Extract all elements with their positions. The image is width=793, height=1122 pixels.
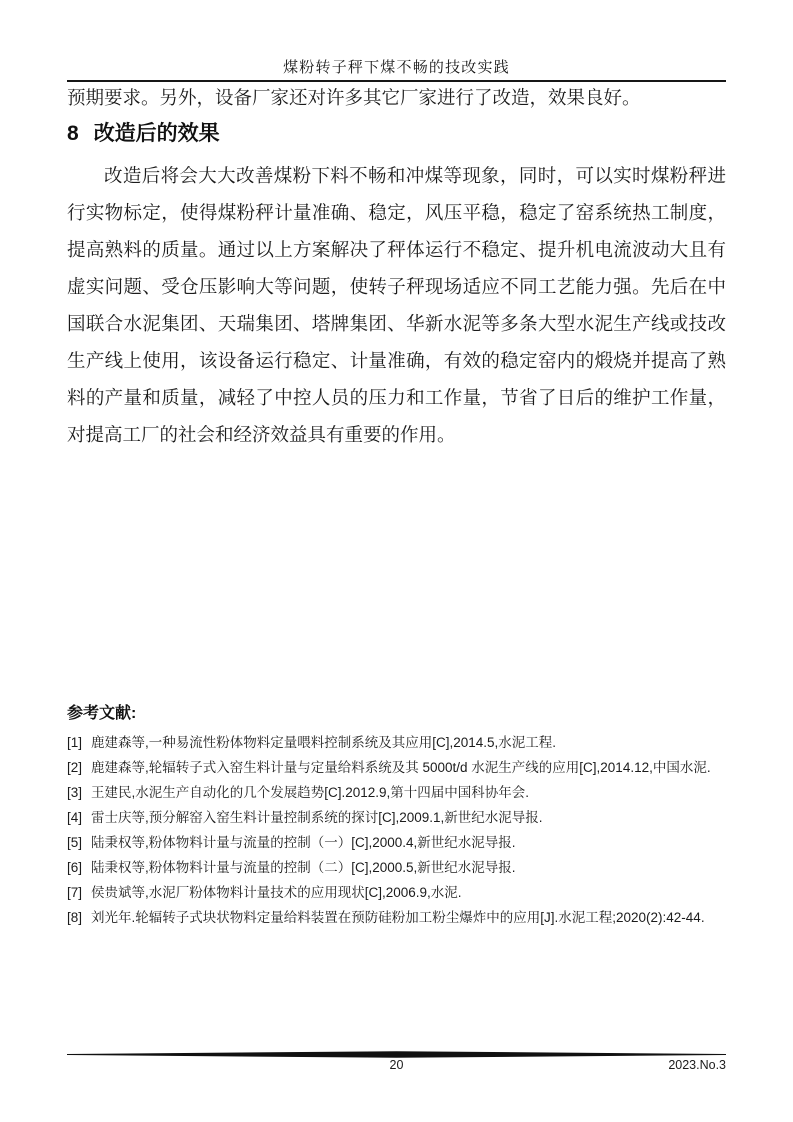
reference-marker: [2] xyxy=(67,760,83,775)
reference-item xyxy=(67,805,747,830)
paragraph-line: 虚实问题、受仓压影响大等问题，使转子秤现场适应不同工艺能力强。先后在中 xyxy=(67,278,726,298)
reference-item xyxy=(67,730,747,755)
footer-rule xyxy=(67,1051,726,1058)
reference-text: 刘光年.轮辐转子式块状物料定量给料装置在预防硅粉加工粉尘爆炸中的应用[J].水泥工程;2020(2):42-44. xyxy=(91,910,705,925)
body-paragraph xyxy=(67,159,726,455)
reference-text: 陆秉权等,粉体物料计量与流量的控制（二）[C],2000.5,新世纪水泥导报. xyxy=(91,860,516,875)
reference-text: 雷士庆等,预分解窑入窑生料计量控制系统的探讨[C],2009.1,新世纪水泥导报. xyxy=(91,810,543,825)
paragraph-line: 提高熟料的质量。通过以上方案解决了秤体运行不稳定、提升机电流波动大且有 xyxy=(67,241,726,261)
carryover-paragraph-line: 预期要求。另外，设备厂家还对许多其它厂家进行了改造，效果良好。 xyxy=(67,89,641,109)
paragraph-line: 生产线上使用，该设备运行稳定、计量准确，有效的稳定窑内的煅烧并提高了熟 xyxy=(67,352,726,372)
footer xyxy=(67,1058,726,1075)
paragraph-line: 国联合水泥集团、天瑞集团、塔牌集团、华新水泥等多条大型水泥生产线或技改 xyxy=(67,315,726,335)
reference-item xyxy=(67,830,747,855)
reference-item xyxy=(67,880,747,905)
section-number: 8 xyxy=(67,122,79,145)
issue-number: 2023.No.3 xyxy=(668,1058,726,1072)
reference-item xyxy=(67,780,747,805)
reference-text: 侯贵斌等,水泥厂粉体物料计量技术的应用现状[C],2006.9,水泥. xyxy=(91,885,462,900)
section-heading xyxy=(67,119,220,148)
paragraph-line: 行实物标定，使得煤粉秤计量准确、稳定，风压平稳，稳定了窑系统热工制度， xyxy=(67,204,726,224)
header-rule xyxy=(67,80,726,82)
reference-text: 王建民,水泥生产自动化的几个发展趋势[C].2012.9,第十四届中国科协年会. xyxy=(91,785,530,800)
reference-marker: [4] xyxy=(67,810,83,825)
paragraph-line: 对提高工厂的社会和经济效益具有重要的作用。 xyxy=(67,426,456,446)
reference-text: 陆秉权等,粉体物料计量与流量的控制（一）[C],2000.4,新世纪水泥导报. xyxy=(91,835,516,850)
paragraph-line: 料的产量和质量，减轻了中控人员的压力和工作量，节省了日后的维护工作量， xyxy=(67,389,726,409)
reference-marker: [6] xyxy=(67,860,83,875)
reference-marker: [1] xyxy=(67,735,83,750)
references-section xyxy=(67,703,747,930)
references-heading: 参考文献: xyxy=(67,705,137,722)
reference-marker: [3] xyxy=(67,785,83,800)
reference-item xyxy=(67,855,747,880)
reference-marker: [8] xyxy=(67,910,83,925)
running-header-title: 煤粉转子秤下煤不畅的技改实践 xyxy=(283,60,510,76)
reference-text: 鹿建森等,一种易流性粉体物料定量喂料控制系统及其应用[C],2014.5,水泥工程. xyxy=(91,735,557,750)
reference-text: 鹿建森等,轮辐转子式入窑生料计量与定量给料系统及其 5000t/d 水泥生产线的应用[C],2014.12,中国水泥. xyxy=(91,760,711,775)
reference-marker: [5] xyxy=(67,835,83,850)
page-number: 20 xyxy=(389,1058,404,1072)
paragraph-line: 改造后将会大大改善煤粉下料不畅和冲煤等现象，同时，可以实时煤粉秤进 xyxy=(104,167,726,187)
reference-item xyxy=(67,905,747,930)
reference-marker: [7] xyxy=(67,885,83,900)
reference-item xyxy=(67,755,747,780)
section-title: 改造后的效果 xyxy=(93,122,220,145)
